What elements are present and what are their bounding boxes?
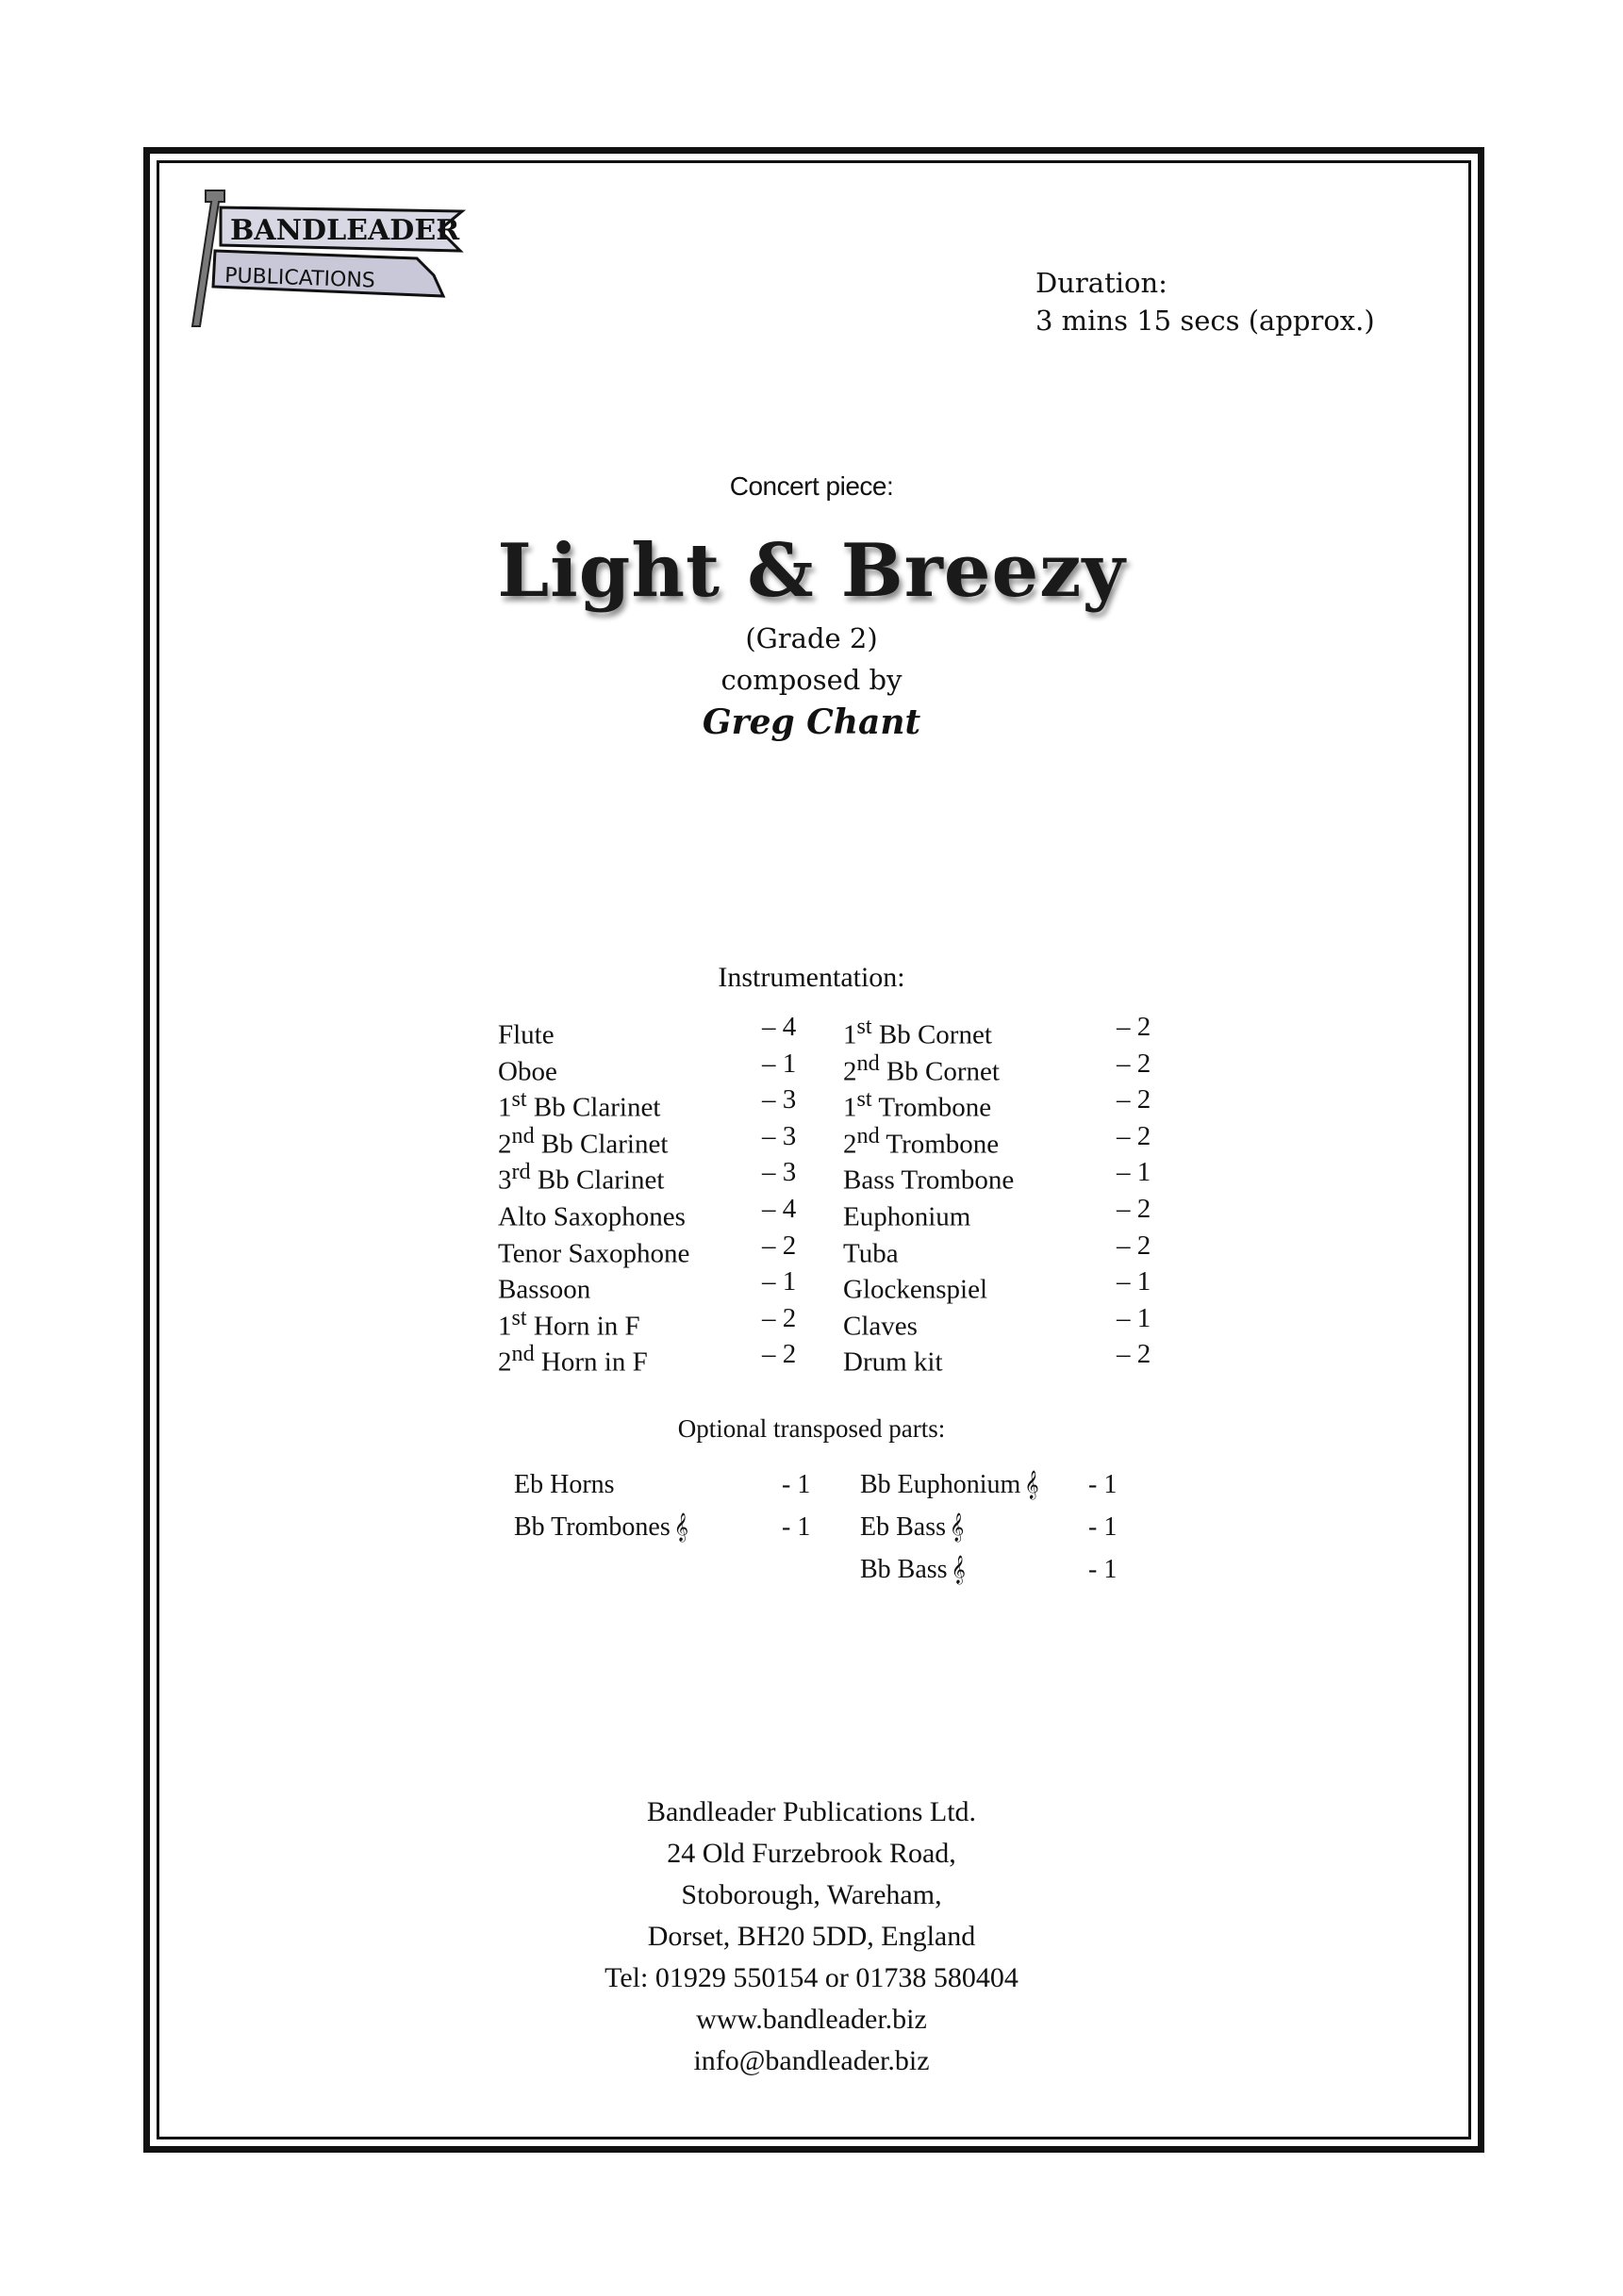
instrument-count: – 1: [1117, 1302, 1151, 1333]
instrument-name: 1: [498, 1092, 512, 1123]
instrument-name: Tenor Saxophone: [498, 1238, 690, 1269]
instrument-count: – 2: [1117, 1193, 1151, 1224]
optional-part-name: Bb Bass: [860, 1555, 948, 1584]
instrument-count: – 2: [762, 1339, 797, 1370]
instrument-row: [843, 1336, 1164, 1378]
address-company: Bandleader Publications Ltd.: [646, 1796, 977, 1827]
instrument-count: – 3: [762, 1157, 797, 1188]
instrument-row: 1st Horn in F – 2: [498, 1300, 809, 1337]
instrument-count: – 1: [1117, 1266, 1151, 1297]
instrument-row: [843, 1191, 1164, 1232]
instrument-row: [498, 1264, 809, 1305]
publisher-address: [0, 1792, 1623, 2082]
instrument-count: – 2: [762, 1230, 797, 1261]
address-town: Stoborough, Wareham,: [681, 1879, 942, 1910]
instrument-count: – 2: [1117, 1048, 1151, 1079]
optional-part-count: - 1: [782, 1470, 811, 1499]
instrument-row: [843, 1154, 1164, 1197]
instrument-row: 2nd Horn in F – 2: [498, 1336, 809, 1373]
instrument-row: 2nd Trombone – 2: [843, 1118, 1164, 1155]
instrument-count: – 2: [1117, 1230, 1151, 1261]
instrumentation-title: Instrumentation:: [718, 962, 905, 993]
instrument-row: 2nd Bb Clarinet – 3: [498, 1118, 809, 1155]
instrument-count: – 2: [1117, 1012, 1151, 1042]
logo-line2: PUBLICATIONS: [224, 264, 376, 293]
composer-name: Greg Chant: [702, 702, 921, 742]
duration-value: 3 mins 15 secs (approx.): [1035, 305, 1375, 337]
grade: (Grade 2): [745, 622, 878, 654]
treble-clef-icon: 𝄞: [951, 1556, 966, 1583]
instrument-name: 2: [843, 1129, 857, 1160]
instrument-row: [498, 1228, 809, 1269]
instrument-name: 3: [498, 1165, 512, 1197]
instrument-row: [498, 1009, 809, 1050]
instrument-row: 3rd Bb Clarinet – 3: [498, 1154, 809, 1191]
instrument-row: 1st Bb Clarinet – 3: [498, 1082, 809, 1118]
instrument-name: 1: [843, 1092, 857, 1123]
instrument-row: 1st Trombone – 2: [843, 1082, 1164, 1118]
instrument-row: [498, 1191, 809, 1232]
optional-part-count: - 1: [1088, 1470, 1118, 1499]
instrument-name: 1: [843, 1019, 857, 1050]
optional-part-count: - 1: [782, 1512, 811, 1542]
concert-label: Concert piece:: [729, 471, 894, 501]
address-county: Dorset, BH20 5DD, England: [647, 1921, 976, 1952]
optional-part-count: - 1: [1088, 1555, 1118, 1584]
composed-by: composed by: [720, 664, 903, 696]
instrument-name: Tuba: [843, 1238, 899, 1269]
duration-label: Duration:: [1035, 267, 1168, 299]
instrumentation-left-column: [498, 1009, 809, 1378]
optional-part-name: Bb Euphonium: [860, 1470, 1021, 1499]
treble-clef-icon: 𝄞: [1024, 1471, 1039, 1498]
instrument-name: Bassoon: [498, 1274, 591, 1305]
instrument-name: 1: [498, 1311, 512, 1342]
instrument-count: – 4: [762, 1012, 797, 1042]
instrument-row: [843, 1264, 1164, 1305]
instrument-count: – 4: [762, 1193, 797, 1224]
optional-part-name: Bb Trombones: [514, 1512, 671, 1542]
instrument-count: – 1: [1117, 1157, 1151, 1188]
instrument-name: Alto Saxophones: [498, 1201, 686, 1232]
instrument-name: 2: [843, 1056, 857, 1087]
instrument-count: – 2: [762, 1302, 797, 1333]
instrument-count: – 3: [762, 1084, 797, 1115]
address-email: info@bandleader.biz: [693, 2045, 930, 2076]
instrument-row: [843, 1300, 1164, 1342]
instrument-name: Euphonium: [843, 1201, 971, 1232]
optional-part-name: Eb Bass: [860, 1512, 946, 1542]
instrument-name: 2: [498, 1129, 512, 1160]
instrument-count: – 1: [762, 1266, 797, 1297]
duration-block: [1035, 264, 1375, 339]
instrument-count: – 1: [762, 1048, 797, 1079]
instrument-name: Bass Trombone: [843, 1165, 1015, 1197]
instrument-count: – 2: [1117, 1084, 1151, 1115]
instrument-name: 2: [498, 1347, 512, 1378]
instrumentation-right-column: [843, 1009, 1164, 1378]
address-street: 24 Old Furzebrook Road,: [667, 1838, 956, 1869]
address-website: www.bandleader.biz: [696, 2004, 927, 2035]
instrument-count: – 3: [762, 1120, 797, 1151]
optional-part-count: - 1: [1088, 1512, 1118, 1542]
optional-parts-title: Optional transposed parts:: [677, 1414, 946, 1443]
optional-part-name: Eb Horns: [514, 1470, 615, 1499]
address-phone: Tel: 01929 550154 or 01738 580404: [604, 1962, 1019, 1993]
treble-clef-icon: 𝄞: [950, 1513, 965, 1541]
logo-line1: BANDLEADER: [230, 214, 460, 247]
instrument-name: Drum kit: [843, 1347, 943, 1378]
instrument-name: Flute: [498, 1019, 555, 1050]
instrument-row: [498, 1046, 809, 1087]
instrument-row: 1st Bb Cornet – 2: [843, 1009, 1164, 1046]
instrument-count: – 2: [1117, 1339, 1151, 1370]
instrument-row: 2nd Bb Cornet – 2: [843, 1046, 1164, 1082]
instrument-name: Claves: [843, 1311, 918, 1342]
treble-clef-icon: 𝄞: [673, 1513, 689, 1541]
instrument-row: [843, 1228, 1164, 1269]
bandleader-logo: [187, 185, 470, 336]
instrument-name: Oboe: [498, 1056, 557, 1087]
piece-title: Light & Breezy: [497, 528, 1126, 614]
instrument-name: Glockenspiel: [843, 1274, 988, 1305]
instrument-count: – 2: [1117, 1120, 1151, 1151]
